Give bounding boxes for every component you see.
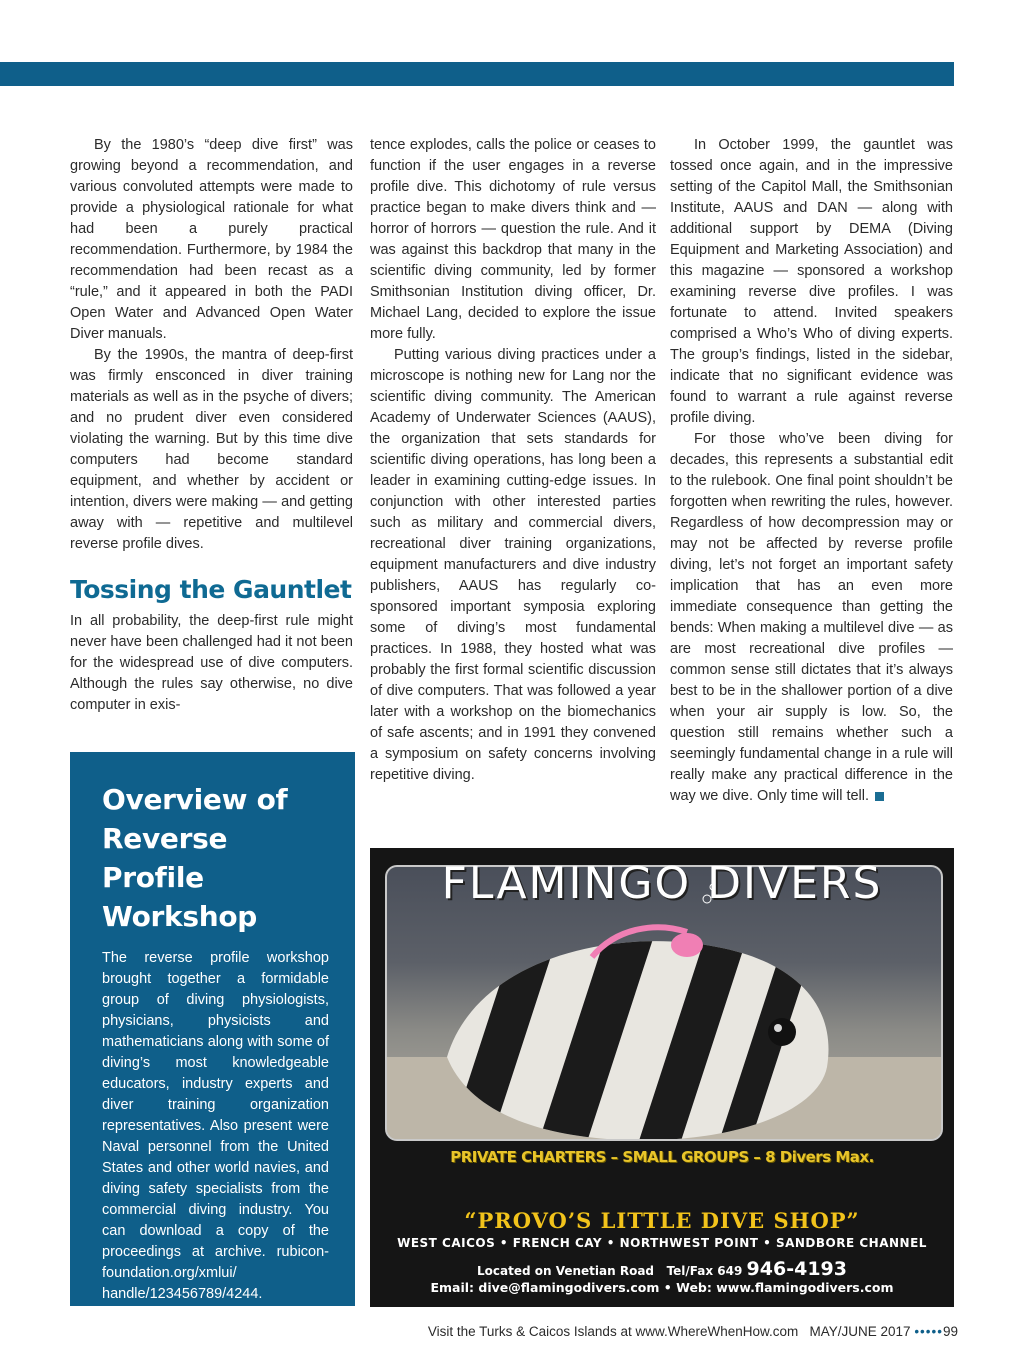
flamingo-divers-ad bbox=[370, 848, 954, 1307]
paragraph: In all probability, the deep-first rule might never have been challenged had it not been for the widespread use of dive computers. Although the rules say otherwise, no dive computer in exis- bbox=[70, 613, 353, 713]
sidebar-box bbox=[70, 752, 355, 1306]
ad-contact: Email: dive@flamingodivers.com • Web: www.flamingodivers.com bbox=[430, 1280, 894, 1295]
sidebar-body: The reverse profile workshop brought together a formidable group of diving physiologists, physicians, physicists and mathematicians along with some of diving’s most knowledgeable educators, industry experts and diver training organization representatives. Also present were Naval personnel from the United States and other world navies, and diving safety specialists from the commercial diving industry. You can download a copy of the proceedings at archive. rubicon-foundation.org/xmlui/ handle/123456789/4244. bbox=[102, 950, 329, 1302]
section-heading: Tossing the Gauntlet bbox=[70, 575, 352, 604]
page-footer bbox=[388, 1324, 958, 1339]
sidebar-title: Overview of Reverse Profile Workshop bbox=[102, 783, 288, 933]
footer-issue: MAY/JUNE 2017 bbox=[809, 1324, 911, 1339]
paragraph: Putting various diving practices under a microscope is nothing new for Lang nor the scientific diving community. The American Academy of Underwater Sciences (AAUS), the organization that sets standards for scientific diving operations, has long been a leader in examining cutting-edge issues. In conjunction with other interested parties such as military and commercial divers, recreational diver training organizations, equipment manufacturers and dive industry publishers, AAUS has regularly co-sponsored important symposia exploring some of diving’s most fundamental practices. In 1988, they hosted what was probably the first formal scientific discussion of dive computers. That was followed a year later with a workshop on the biomechanics of safe ascents; and in 1991 they convened a symposium on safety concerns involving repetitive diving. bbox=[370, 347, 656, 783]
paragraph: In October 1999, the gauntlet was tossed once again, and in the impressive setting of the Capitol Mall, the Smithsonian Institute, AAUS and DAN — along with additional support by DEMA (Diving Equipment and Marketing Association) and this magazine — sponsored a workshop examining reverse dive profiles. I was fortunate to attend. Invited speakers comprised a Who’s Who of diving experts. The group’s findings, listed in the sidebar, indicate that no significant evidence was found to warrant a rule against reverse profile diving. bbox=[670, 137, 953, 426]
ad-location-line bbox=[370, 1258, 954, 1280]
ad-tel-number: 946-4193 bbox=[746, 1258, 847, 1280]
footer-dots: ••••• bbox=[914, 1324, 943, 1339]
header-color-bar bbox=[0, 62, 954, 86]
paragraph: By the 1990s, the mantra of deep-first was firmly ensconced in diver training materials as well as in the psyche of divers; and no prudent diver even considered violating the warning. But by this time dive computers had become standard equipment, and whether by accident or intention, divers were making — and getting away with — repetitive and multilevel reverse profile dives. bbox=[70, 347, 353, 552]
ad-tel-label: Tel/Fax 649 bbox=[666, 1264, 743, 1278]
paragraph-text: For those who’ve been diving for decades, this represents a substantial edit to the rulebook. One final point shouldn’t be forgotten when rewriting the rules, however. Regardless of how decompression may or may not be affected by reverse profile diving, let’s not forget an important safety implication that has an even more immediate consequence than getting the bends: When making a multilevel dive — as are most recreational dive profiles — common sense still dictates that it’s always best to be in the shallower portion of a dive when your air supply is low. So, the question still remains whether such a seemingly fundamental change in a rule will really make any practical difference in the way we dive. Only time will tell. bbox=[670, 431, 953, 804]
article-column-2 bbox=[370, 135, 656, 786]
paragraph bbox=[670, 429, 953, 807]
fish-eye bbox=[768, 1018, 796, 1046]
end-mark-icon bbox=[875, 792, 884, 801]
article-column-1 bbox=[70, 135, 353, 716]
article-column-3 bbox=[670, 135, 953, 807]
ad-title: FLAMINGO DIVERS bbox=[441, 858, 883, 909]
footer-text: Visit the Turks & Caicos Islands at www.WhereWhenHow.com bbox=[427, 1324, 799, 1339]
ad-location: Located on Venetian Road bbox=[477, 1264, 655, 1278]
page-number: 99 bbox=[942, 1324, 958, 1339]
ad-dive-sites: WEST CAICOS • FRENCH CAY • NORTHWEST POINT • SANDBORE CHANNEL bbox=[397, 1236, 927, 1250]
ad-tagline: PRIVATE CHARTERS – SMALL GROUPS – 8 Divers Max. bbox=[450, 1148, 874, 1166]
ad-shop-slogan: “PROVO’S LITTLE DIVE SHOP” bbox=[464, 1208, 860, 1233]
paragraph: By the 1980’s “deep dive first” was growing beyond a recommendation, and various convoluted attempts were made to provide a physiological rationale for what had been a purely practical recommendation. Furthermore, by 1984 the recommendation had been recast as a “rule,” and it appeared in both the PADI Open Water and Advanced Open Water Diver manuals. bbox=[70, 137, 353, 342]
paragraph: tence explodes, calls the police or ceases to function if the user engages in a reverse profile dive. This dichotomy of rule versus practice began to make divers think and — horror of horrors — question the rule. And it was against this backdrop that many in the scientific diving community, led by former Smithsonian Institution diving officer, Dr. Michael Lang, decided to explore the issue more fully. bbox=[370, 137, 656, 342]
